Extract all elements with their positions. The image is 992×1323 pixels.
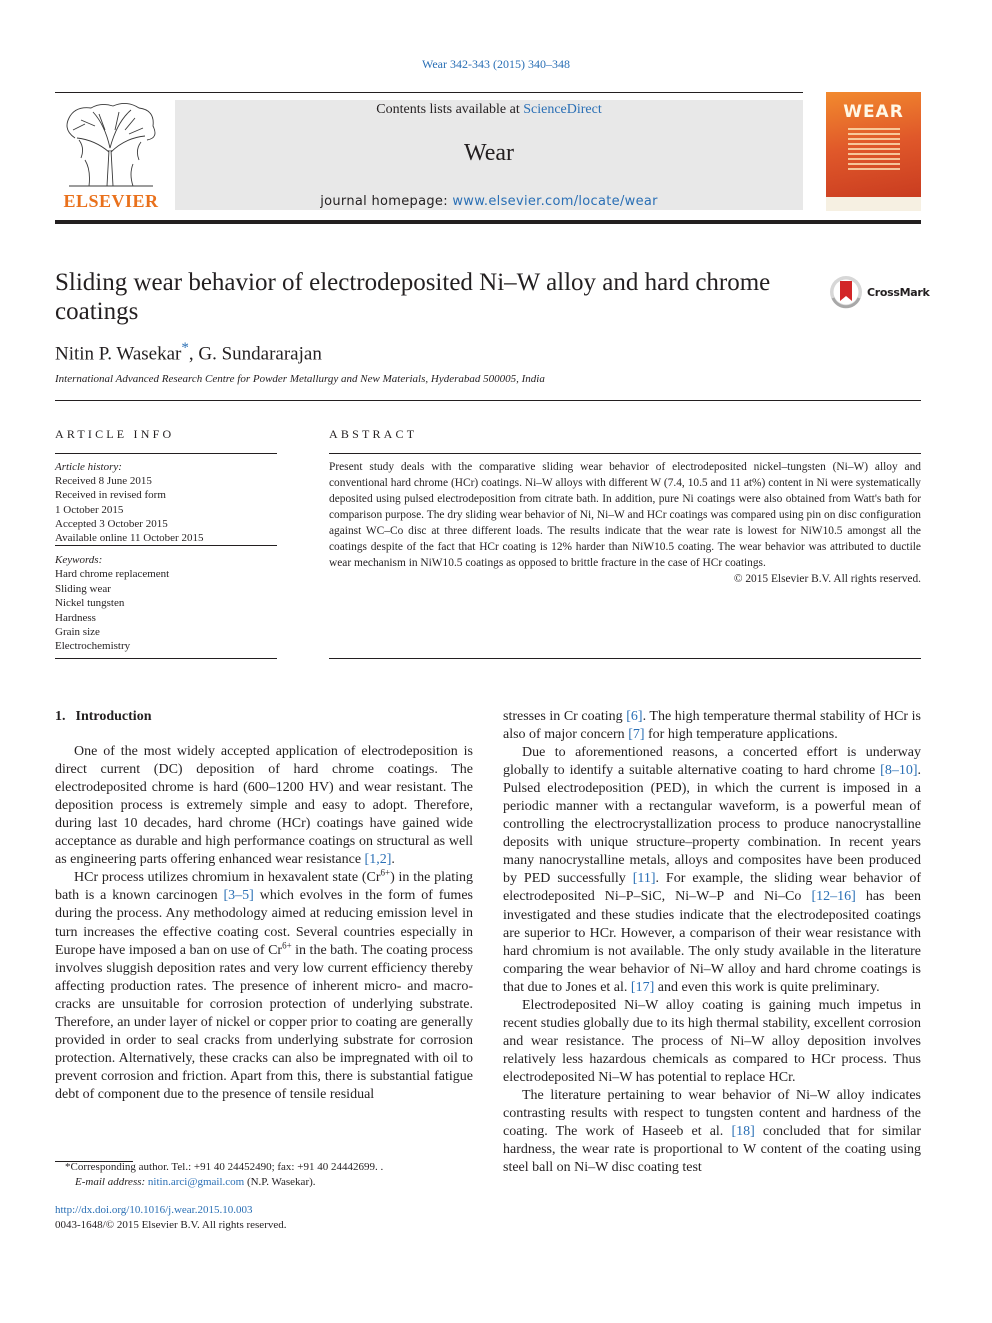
keyword-item: Electrochemistry: [55, 640, 131, 653]
paragraph-text: for high temperature applications.: [644, 727, 838, 743]
footnote-mark: *: [65, 1161, 71, 1173]
reference-link[interactable]: [12–16]: [811, 889, 856, 905]
body-paragraph: [503, 708, 921, 744]
article-title: Sliding wear behavior of electrodeposited Ni–W alloy and hard chrome coatings: [55, 269, 771, 325]
reference-link[interactable]: [1,2]: [364, 852, 392, 868]
info-top-divider: [55, 400, 921, 401]
body-paragraph: Electrodeposited Ni–W alloy coating is gaining much impetus in recent studies globally due to its high thermal stability, excellent corrosion and wear resistance. The process of Ni–W alloy deposition involves relatively less hazardous chemicals as compared to HCr process. Thus electrodeposited Ni–W has potential to replace HCr.: [503, 997, 921, 1085]
paragraph-text: in the bath. The coating process involves sluggish deposition rates and very low current efficiency thereby affecting production rates. The presence of inherent micro- and macro-cracks are unsuitable for corrosion protection of underlying substrate. Therefore, an under layer of nickel or copper prior to coating are generally provided in order to seal cracks from underlying substrate for corrosion protection. Alternatively, these cracks can also be impregnated with oil to prevent corrosion and friction. Apart from this, there is substantial fatigue debt of component due to the presence of tensile residual: [55, 942, 473, 1102]
crossmark-label: CrossMark: [867, 286, 930, 299]
author-list: [55, 340, 322, 365]
elsevier-logo[interactable]: [55, 100, 167, 212]
paragraph-text: Due to aforementioned reasons, a concerted effort is underway globally to identify a suitable alternative coating to hard chrome: [503, 745, 921, 779]
paragraph-text: concluded that for similar hardness, the wear rate is proportional to W content of the coating using steel ball on Ni–W disc coating test: [503, 1124, 921, 1176]
footnote-contact: Corresponding author. Tel.: +91 40 24452490; fax: +91 40 24442699. .: [70, 1161, 384, 1173]
elsevier-tree-icon: [55, 100, 167, 190]
info-divider: [55, 658, 277, 659]
section-number: 1.: [55, 709, 66, 724]
history-label: Article history:: [55, 461, 122, 473]
paragraph-text: . Pulsed electrodeposition (PED), in which the current is imposed in a periodic manner with a rectangular waveform, is a powerful mean of controlling the electrocrystallization process to produce nanocrystalline deposits with unique structure–property combination. In recent years many nanocrystalline metals, alloys and composites have been produced by PED successfully: [503, 763, 921, 887]
paragraph-text: HCr process utilizes chromium in hexavalent state (Cr: [74, 870, 381, 886]
article-info-heading: ARTICLE INFO: [55, 427, 175, 441]
abstract-copyright: © 2015 Elsevier B.V. All rights reserved.: [733, 572, 921, 585]
issn-copyright: 0043-1648/© 2015 Elsevier B.V. All rights reserved.: [55, 1218, 287, 1231]
journal-header-band: [175, 100, 803, 210]
paragraph-text: has been investigated and these studies indicate that the electrodeposited coatings are superior to HCr. However, a comparison of their wear resistance with hard chromium is not available. The only study available in the literature comparing the wear behavior of Ni–W alloy and hard chrome coatings is that due to Jones et al.: [503, 889, 921, 995]
abstract-paragraph: Present study deals with the comparative sliding wear behavior of electrodeposited nickel–tungsten (Ni–W) alloy and conventional hard chrome (HCr) coatings. Ni–W alloys with different W (7.4, 10.5 and 11 at%) content in Ni were systematically deposited using pulsed electrodeposition from citrate bath. In addition, pure Ni coatings were also obtained from Watt's bath for comparison purpose. The dry sliding wear behavior of Ni, Ni–W and HCr coatings was compared using pin on disc configuration against WC–Co disc at three different loads. The results indicate that the wear rate is lowest for NiW10.5 amongst all the coatings despite of the fact that HCr coating is 12% harder than NiW10.5 coating. The wear behavior was attributed to ductile wear mechanism in NiW10.5 coatings as opposed to brittle fracture in the case of HCr coatings.: [329, 461, 921, 569]
section-title: Introduction: [75, 709, 152, 724]
body-paragraph: [503, 1087, 921, 1177]
paragraph-text: . For example, the sliding wear behavior of electrodeposited Ni–P–SiC, Ni–W–P and Ni–Co: [503, 871, 921, 905]
header-thick-divider: [55, 220, 921, 224]
corresponding-author-footnote: [55, 1160, 383, 1189]
reference-link[interactable]: [18]: [731, 1124, 755, 1140]
journal-name: Wear: [463, 140, 515, 166]
email-link[interactable]: nitin.arci@gmail.com: [147, 1175, 245, 1188]
footnote-line: [55, 1175, 383, 1190]
author-affiliation: International Advanced Research Centre for Powder Metallurgy and New Materials, Hyderabad 500005, India: [55, 373, 545, 385]
keyword-item: Nickel tungsten: [55, 597, 125, 610]
superscript: 6+: [380, 867, 391, 878]
reference-link[interactable]: [3–5]: [223, 888, 254, 904]
paragraph-text: which evolves in the form of fumes during the process. Any methodology aimed at reducing emission level in turn increases the effective coating cost. Several countries especially in Europe have imposed a ban on use of Cr: [55, 888, 473, 958]
email-label: E-mail address:: [75, 1175, 146, 1188]
article-history: [55, 460, 203, 545]
paragraph-text: stresses in Cr coating: [503, 709, 627, 724]
author-separator: ,: [188, 343, 199, 365]
corresponding-author-mark[interactable]: *: [181, 340, 189, 356]
header-divider: [55, 92, 803, 93]
elsevier-wordmark: ELSEVIER: [63, 191, 159, 211]
keyword-item: Hardness: [55, 611, 96, 624]
paragraph-text: ) in the plating bath is a known carcinogen: [55, 870, 474, 904]
reference-link[interactable]: [11]: [632, 871, 656, 887]
reference-link[interactable]: [7]: [628, 727, 645, 743]
paragraph-text: The literature pertaining to wear behavior of Ni–W alloy indicates contrasting results with respect to tungsten content and hardness of the coating. The work of Haseeb et al.: [503, 1087, 921, 1140]
superscript: 6+: [282, 939, 292, 950]
keyword-item: Sliding wear: [55, 582, 111, 595]
doi-link[interactable]: http://dx.doi.org/10.1016/j.wear.2015.10.003: [55, 1204, 253, 1216]
body-column-right: [503, 708, 921, 1177]
crossmark-icon: [829, 274, 865, 310]
abstract-heading: ABSTRACT: [329, 427, 418, 441]
sciencedirect-link[interactable]: ScienceDirect: [523, 102, 602, 117]
journal-citation[interactable]: [0, 57, 992, 72]
homepage-prefix: journal homepage:: [320, 194, 453, 209]
cover-footer-strip: [826, 197, 921, 211]
body-column-left: [55, 708, 473, 1104]
history-item: 1 October 2015: [55, 503, 124, 516]
info-divider: [55, 453, 277, 454]
reference-link[interactable]: [8–10]: [880, 763, 918, 779]
keywords-label: Keywords:: [55, 554, 103, 566]
cover-title: WEAR: [843, 102, 904, 122]
reference-link[interactable]: [17]: [630, 979, 655, 995]
email-owner: (N.P. Wasekar).: [244, 1175, 316, 1188]
paragraph-text: .: [391, 852, 395, 868]
history-item: Received 8 June 2015: [55, 475, 152, 488]
section-heading: [55, 708, 473, 726]
abstract-body: [329, 460, 921, 588]
crossmark-badge[interactable]: [829, 274, 929, 310]
body-paragraph: [503, 744, 921, 997]
journal-cover-thumbnail[interactable]: [826, 92, 921, 211]
abstract-divider: [329, 453, 921, 454]
history-item: Received in revised form: [55, 489, 166, 502]
footnote-line: [55, 1160, 383, 1175]
contents-prefix: Contents lists available at: [376, 102, 524, 117]
paragraph-text: and even this work is quite preliminary.: [654, 979, 880, 995]
body-paragraph: [55, 743, 473, 869]
journal-homepage-line: [175, 194, 803, 209]
cover-text-lines: [848, 128, 900, 170]
history-item: Accepted 3 October 2015: [55, 517, 168, 530]
contents-available-line: [175, 102, 803, 118]
author-name: G. Sundararajan: [198, 343, 322, 365]
journal-homepage-link[interactable]: www.elsevier.com/locate/wear: [452, 194, 658, 209]
paragraph-text: One of the most widely accepted application of electrodeposition is direct current (DC) deposition of hard chrome coatings. The electrodeposited chrome is hard (600–1200 HV) and wear resistant. The deposition process is extremely simple and easy to adopt. Therefore, during last 10 decades, hard chrome (HCr) coatings have gained wide acceptance as durable and high performance coatings on structural as well as engineering parts offering enhanced wear resistance: [55, 744, 473, 868]
paragraph-text: . The high temperature thermal stability of HCr is also of major concern: [503, 709, 922, 743]
author-name: Nitin P. Wasekar: [55, 343, 182, 365]
reference-link[interactable]: [6]: [626, 709, 643, 724]
keyword-item: Hard chrome replacement: [55, 568, 170, 581]
citation-link[interactable]: Wear 342-343 (2015) 340–348: [421, 57, 570, 71]
keywords-list: [55, 553, 169, 654]
keyword-item: Grain size: [55, 626, 100, 639]
abstract-divider: [329, 658, 921, 659]
article-footer: [55, 1203, 287, 1232]
body-paragraph: [55, 869, 473, 1104]
history-item: Available online 11 October 2015: [55, 532, 204, 545]
